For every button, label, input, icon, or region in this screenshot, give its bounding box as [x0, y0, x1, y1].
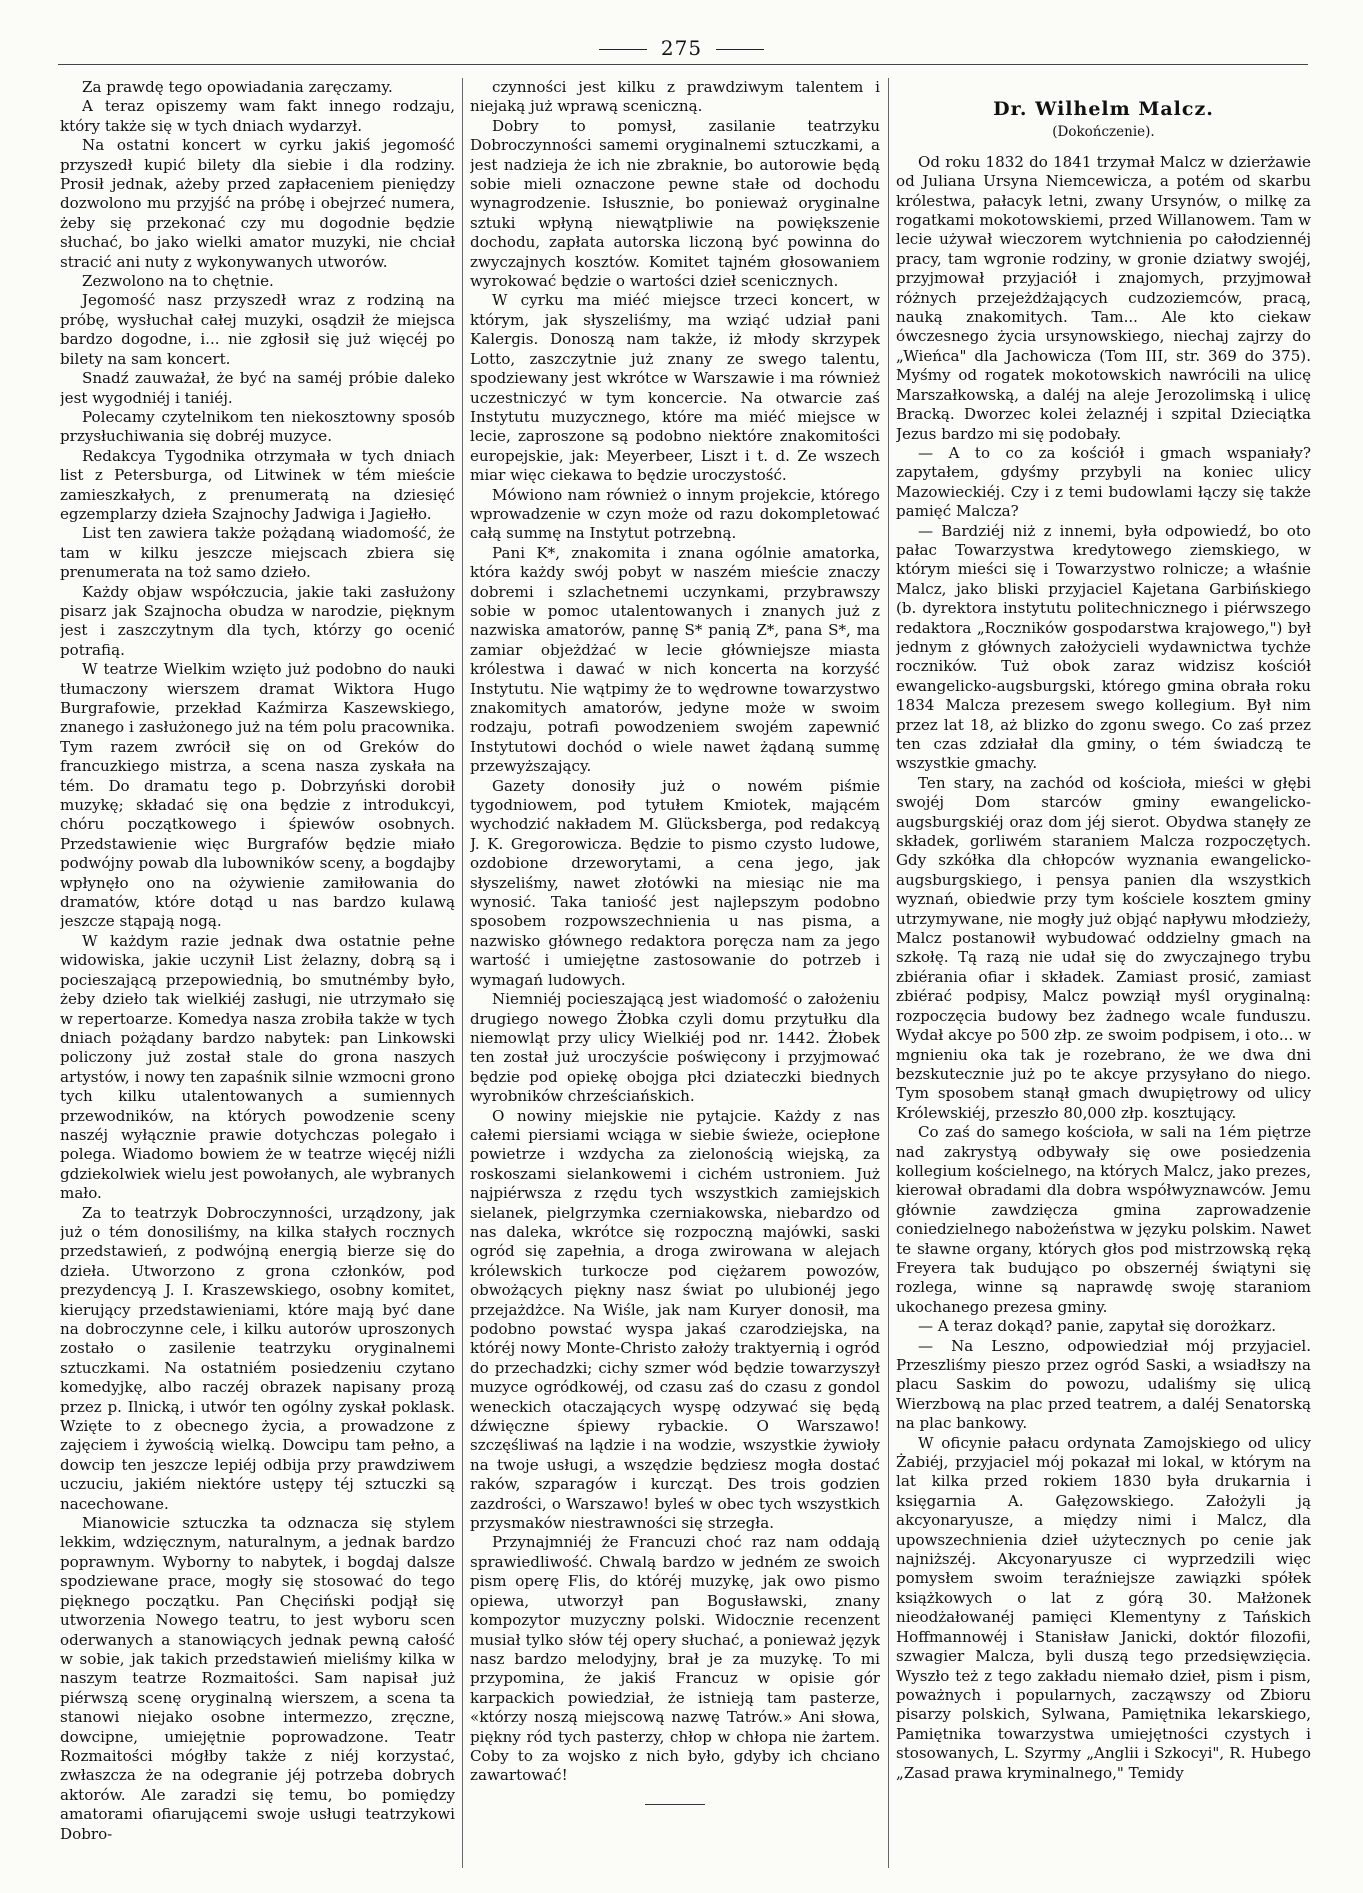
paragraph: W teatrze Wielkim wzięto już podobno do nauki tłumaczony wierszem dramat Wiktora Hugo Burgrafowie, przekład Kaźmirza Kaszewskiego, znanego i zasłużonego już na tém polu pracownika. Tym razem zwrócił się on od Greków do francuzkiego mistrza, a scena nasza zyskała na tém. Do dramatu tego p. Dobrzyński dorobił muzykę; składać się ona będzie z introdukcyi, chóru początkowego i śpiewów osobnych. Przedstawienie więc Burgrafów będzie miało podwójny powab dla lubowników sceny, a bogdajby wpłynęło ono na ożywienie zamiłowania do dramatów, które dotąd u nas bardzo kulawą jeszcze stąpają nogą.: [60, 660, 455, 931]
paragraph: Ten stary, na zachód od kościoła, mieści w głębi swojéj Dom starców gminy ewangelicko-augsburgskiéj oraz dom jéj sierot. Obydwa stanęły ze składek, gorliwém staraniem Malcza rozpoczętych. Gdy szkółka dla chłopców wyznania ewangelicko-augsburgskiego, i pensya panien dla wszystkich wyznań, obiedwie przy tym kościele kosztem gminy utrzymywane, nie mogły już objąć napływu młodzieży, Malcz postanowił wybudować oddzielny gmach na szkołę. Tą razą nie udał się do zwyczajnego trybu zbiérania ofiar i składek. Zamiast prosić, zamiast zbiérać podpisy, Malcz powziął myśl oryginalną: rozpoczęcia budowy bez żadnego wcale funduszu. Wydał akcye po 500 złp. ze swoim podpisem, i oto... w mgnieniu oka tak je rozebrano, że we dwa dni bezskutecznie już po te akcye przysyłano do niego. Tym sposobem stanął gmach dwupiętrowy od ulicy Królewskiéj, przeszło 80,000 złp. kosztujący.: [896, 773, 1311, 1122]
column-divider: [462, 78, 463, 1868]
paragraph: Niemniéj pocieszającą jest wiadomość o założeniu drugiego nowego Żłobka czyli domu przytułku dla niemowląt przy ulicy Wielkiéj pod nr. 1442. Żłobek ten został już uroczyście poświęcony i przyjmować będzie pod opiekę obojga płci dziateczki biednych wyrobników chrześciańskich.: [470, 990, 880, 1106]
paragraph: Co zaś do samego kościoła, w sali na 1ém piętrze nad zakrystyą odbywały się owe posiedzenia kollegium kościelnego, na których Malcz, jako prezes, kierował obradami dla dobra współwyznawców. Jemu głównie zawdzięcza gmina zaprowadzenie coniedzielnego nabożeństwa w języku polskim. Nawet te sławne organy, których głos pod mistrzowską ręką Freyera tak budująco po obszernéj świątyni się rozlega, winne są naprawdę swoję staraniom ukochanego prezesa gminy.: [896, 1123, 1311, 1316]
column-1: [60, 78, 455, 1868]
header-rule: [58, 64, 1308, 65]
section-end-rule: [645, 1804, 705, 1805]
paragraph: Za prawdę tego opowiadania zaręczamy.: [82, 78, 393, 96]
column-divider: [888, 78, 889, 1868]
column-2: [470, 78, 880, 1868]
paragraph: czynności jest kilku z prawdziwym talentem i niejaką już wprawą sceniczną.: [470, 78, 880, 116]
paragraph: Pani K*, znakomita i znana ogólnie amatorka, która każdy swój pobyt w naszém mieście znaczy dobremi i szlachetnemi uczynkami, przybrawszy sobie w pomoc utalentowanych i znanych już z nazwiska amatorów, pannę S* panią Z*, pana S*, ma zamiar objeżdżać w lecie główniejsze miasta królestwa i dawać w nich koncerta na korzyść Instytutu. Nie wątpimy że to wędrowne towarzystwo znakomitych amatorów, jedyne może w swoim rodzaju, potrafi powodzeniem swojém zapewnić Instytutowi dochód o wiele nawet żądaną summę przewyższający.: [470, 543, 880, 776]
article-title: Dr. Wilhelm Malcz.: [993, 98, 1214, 120]
paragraph: — A to co za kościół i gmach wspaniały? zapytałem, gdyśmy przybyli na koniec ulicy Mazowieckiéj. Czy i z temi budowlami łączy się także pamięć Malcza?: [896, 443, 1311, 521]
column-3: [896, 78, 1311, 1868]
paragraph: — A teraz dokąd? panie, zapytał się dorożkarz.: [918, 1317, 1277, 1336]
paragraph: Dobry to pomysł, zasilanie teatrzyku Dobroczynności samemi oryginalnemi sztuczkami, a jest nadzieja że ich nie zbraknie, bo autorowie będą sobie mieli oznaczone pewne stałe od dochodu wynagrodzenie. Isłusznie, bo ponieważ oryginalne sztuki wpłyną niewątpliwie na powiększenie dochodu, zapłata autorska liczoną być powinna do zwyczajnych kosztów. Komitet tajném głosowaniem wyrokować będzie o wartości dzieł scenicznych.: [470, 116, 880, 291]
paragraph: Od roku 1832 do 1841 trzymał Malcz w dzierżawie od Juliana Ursyna Niemcewicza, a potém od skarbu królestwa, pałacyk letni, zwany Ursynów, o milkę za rogatkami mokotowskiemi, przed Willanowem. Tam w lecie używał wieczorem wytchnienia po całodziennéj pracy, tam wgronie rodziny, w gronie dziatwy swojéj, przyjmował przyjaciół i znajomych, przyjmował różnych przejeżdżających cudzoziemców, pracą, nauką znakomitych. Tam... Ale kto ciekaw ówczesnego życia ursynowskiego, niechaj zajrzy do „Wieńca" dla Jachowicza (Tom III, str. 369 do 375). Myśmy od rogatek mokotowskich nawrócili na ulicę Marszałkowską, a daléj na aleje Jerozolimską i ulicę Bracką. Dworzec kolei żelaznéj i szpital Dzieciątka Jezus bardzo mi się podobały.: [896, 152, 1311, 443]
paragraph: A teraz opiszemy wam fakt innego rodzaju, który także się w tych dniach wydarzył.: [60, 97, 455, 135]
page-number: 275: [0, 36, 1363, 60]
paragraph: — Bardziéj niż z innemi, była odpowiedź, bo oto pałac Towarzystwa kredytowego ziemskiego, w którym mieści się i Towarzystwo rolnicze; a właśnie Malcz, jako bliski przyjaciel Kajetana Garbińskiego (b. dyrektora instytutu politechnicznego i piérwszego redaktora „Roczników gospodarstwa krajowego,") był jednym z głównych założycieli wydawnictwa tychże roczników. Tuż obok zaraz widzisz kościół ewangelicko-augsburgski, którego gmina obrała roku 1834 Malcza prezesem swego kollegium. Był nim przez lat 18, aż blizko do zgonu swego. Co zaś przez ten czas zdziałał dla gminy, o tém świadczą te wszystkie gmachy.: [896, 521, 1311, 773]
paragraph: Każdy objaw współczucia, jakie taki zasłużony pisarz jak Szajnocha obudza w narodzie, pięknym jest i zaszczytnym dla tych, którzy go ocenić potrafią.: [60, 582, 455, 659]
paragraph: Snadź zauważał, że być na saméj próbie daleko jest wygodniéj i taniéj.: [60, 369, 455, 407]
paragraph: O nowiny miejskie nie pytajcie. Każdy z nas całemi piersiami wciąga w siebie świeże, ociepłone powietrze i wzdycha za zielonością wiejską, za roskoszami sielankowemi i cichém ustroniem. Już najpiérwsza z rzędu tych wszystkich zamiejskich sielanek, pielgrzymka czerniakowska, niebardzo od nas daleka, wkrótce się rozpoczną majówki, saski ogród się zapełnia, a droga zwirowana w alejach królewskich turkocze pod ciężarem powozów, obwożących piękny nasz świat po ulubionéj jego przejażdżce. Na Wiśle, jak nam Kuryer donosił, ma podobno powstać wyspa jakaś czarodziejska, na któréj nowy Monte-Christo założy traktyernią i ogród do przechadzki; cichy szmer wód będzie towarzyszył muzyce ogródkowéj, od czasu zaś do czasu z gondol weneckich otaczających wyspę odzywać się będą dźwięczne śpiewy rybackie. O Warszawo! szczęśliwaś na lądzie i na wodzie, wszystkie żywioły na twoje usługi, a wszędzie będziesz mogła dostać raków, szparagów i kurcząt. Des trois godzien zazdrości, o Warszawo! byleś w obec tych wszystkich przysmaków niestrawności się strzegła.: [470, 1106, 880, 1533]
paragraph: Gazety donosiły już o nowém piśmie tygodniowem, pod tytułem Kmiotek, mającém wychodzić nakładem M. Glücksberga, pod redakcyą J. K. Gregorowicza. Będzie to pismo czysto ludowe, ozdobione drzeworytami, a cena jego, jak słyszeliśmy, nawet złotówki na miesiąc nie ma wynosić. Taka taniość jest najlepszym podobno sposobem rozpowszechnienia u nas pisma, a nazwisko głównego redaktora poręcza nam za jego wartość i umiejętne zastosowanie do potrzeb i wymagań ludowych.: [470, 776, 880, 989]
paragraph: Za to teatrzyk Dobroczynności, urządzony, jak już o tém donosiliśmy, na kilka stałych rocznych przedstawień, z podwójną energią bierze się do dzieła. Utworzono z grona członków, pod prezydencyą J. I. Kraszewskiego, osobny komitet, kierujący przedstawieniami, które mają być dane na dobroczynne cele, i kilku autorów uproszonych zostało o zasilenie teatrzyku oryginalnemi sztuczkami. Na ostatniém posiedzeniu czytano komedyjkę, albo raczéj obrazek napisany prozą przez p. Ilnicką, i utwór ten ogólny zyskał poklask. Wzięte to z obecnego życia, a prowadzone z zajęciem i żywością wielką. Dowcipu tam pełno, a dowcip ten jeszcze lepiéj odbija przy prawdziwem uczuciu, jakiém niektóre ustępy téj sztuczki są nacechowane.: [60, 1203, 455, 1513]
article-subtitle: (Dokończenie).: [1052, 124, 1155, 141]
paragraph: Redakcya Tygodnika otrzymała w tych dniach list z Petersburga, od Litwinek w tém mieście zamieszkałych, z prenumeratą na dziesięć egzemplarzy dzieła Szajnochy Jadwiga i Jagiełło.: [60, 446, 455, 523]
paragraph: W każdym razie jednak dwa ostatnie pełne widowiska, jakie uczynił List żelazny, dobrą są i pocieszającą przepowiednią, bo smutnémby było, żeby dzieło tak wielkiéj zasługi, nie utrzymało się w repertoarze. Komedya nasza zrobiła także w tych dniach pożądany bardzo nabytek: pan Linkowski policzony już został stale do grona naszych artystów, i nowy ten zapaśnik silnie wzmocni grono tych kilku utalentowanych a sumiennych przewodników, na których powodzenie sceny naszéj wyłącznie prawie dotychczas polegało i polega. Wiadomo bowiem że w teatrze więcéj niźli gdziekolwiek wielu jest powołanych, ale wybranych mało.: [60, 931, 455, 1203]
paragraph: Na ostatni koncert w cyrku jakiś jegomość przyszedł kupić bilety dla siebie i dla rodziny. Prosił jednak, ażeby przed zapłaceniem pieniędzy dozwolono mu przyjść na próbę i obejrzeć numera, żeby się przekonać czy mu dogodnie będzie słuchać, bo jako wielki amator muzyki, nie chciał stracić ani nuty z wykonywanych utworów.: [60, 136, 455, 271]
paragraph: Przynajmniéj że Francuzi choć raz nam oddają sprawiedliwość. Chwalą bardzo w jedném ze swoich pism operę Flis, do któréj muzykę, jak owo pismo opiewa, utworzył pan Bogusławski, znany kompozytor muzyczny polski. Widocznie recenzent musiał tylko słów téj opery słuchać, a ponieważ język nasz bardzo melodyjny, brał je za muzykę. To mi przypomina, że jakiś Francuz w opisie gór karpackich powiedział, że istnieją tam pasterze, «którzy noszą miejscową nazwę Tatrów.» Ani słowa, piękny ród tych pasterzy, chłop w chłopa nie żartem. Coby to za wojsko z nich było, gdyby ich chciano zawartować!: [470, 1533, 880, 1785]
paragraph: Zezwolono na to chętnie.: [82, 272, 274, 291]
paragraph: W oficynie pałacu ordynata Zamojskiego od ulicy Żabiéj, przyjaciel mój pokazał mi lokal, w którym na lat kilka przed rokiem 1830 była drukarnia i księgarnia A. Gałęzowskiego. Założyli ją akcyonaryusze, a między nimi i Malcz, dla upowszechnienia dzieł użytecznych po cenie jak najniższéj. Akcyonaryusze ci wyprzedzili więc pomysłem swoim teraźniejsze zawiązki spółek książkowych o lat z górą 30. Małżonek nieodżałowanéj pamięci Klementyny z Tańskich Hoffmannowéj i Stanisław Janicki, doktór filozofii, szwagier Malcza, byli duszą tego przedsięwzięcia. Wyszło też z tego zakładu niemało dzieł, pism i pism, poważnych i popularnych, zacząwszy od Zbioru pisarzy polskich, Sylwana, Pamiętnika lekarskiego, Pamiętnika towarzystwa umiejętności czystych i stosowanych, L. Szyrmy „Anglii i Szkocyi", R. Hubego „Zasad prawa kryminalnego," Temidy: [896, 1433, 1311, 1782]
paragraph: Mówiono nam również o innym projekcie, którego wprowadzenie w czyn może od razu dokompletować całą summę na Instytut potrzebną.: [470, 485, 880, 543]
paragraph: W cyrku ma miéć miejsce trzeci koncert, w którym, jak słyszeliśmy, ma wziąć udział pani Kalergis. Donoszą nam także, iż młody skrzypek Lotto, zaszczytnie już znany ze swego talentu, spodziewany jest wkrótce w Warszawie i ma również uczestniczyć w tym koncercie. Na otwarcie zaś Instytutu muzycznego, które ma miéć miejsce w lecie, zaproszone są podobno niektóre znakomitości europejskie, jak: Meyerbeer, Liszt i t. d. Ze wszech miar więc ciekawa to będzie uroczystość.: [470, 291, 880, 485]
paragraph: Polecamy czytelnikom ten niekosztowny sposób przysłuchiwania się dobréj muzyce.: [60, 407, 455, 446]
paragraph: — Na Leszno, odpowiedział mój przyjaciel. Przeszliśmy pieszo przez ogród Saski, a wsiadłszy na placu Saskim do powozu, udaliśmy się ulicą Wierzbową na plac przed teatrem, a daléj Senatorską na plac bankowy.: [896, 1336, 1311, 1433]
paragraph: Mianowicie sztuczka ta odznacza się stylem lekkim, wdzięcznym, naturalnym, a jednak bardzo poprawnym. Wyborny to nabytek, i bogdaj dalsze spodziewane prace, mogły się stosować do tego pięknego początku. Pan Chęciński podjął się utworzenia Nowego teatru, to jest wyboru scen oderwanych a stanowiących jednak pewną całość w sobie, jak takich przedstawień mieliśmy kilka w naszym teatrze Rozmaitości. Sam napisał już piérwszą scenę oryginalną wierszem, a scena ta stanowi niejako osobne intermezzo, zręczne, dowcipne, umiejętnie poprowadzone. Teatr Rozmaitości mógłby także z niéj korzystać, zwłaszcza że na odegranie jéj potrzeba dobrych aktorów. Ale zaradzi się temu, bo pomiędzy amatorami ofiarującemi swoje usługi teatrzykowi Dobro-: [60, 1514, 455, 1843]
paragraph: Jegomość nasz przyszedł wraz z rodziną na próbę, wysłuchał całej muzyki, osądził że miejsca bardzo dogodne, i... nie zgłosił się już więcéj po bilety na sam koncert.: [60, 291, 455, 368]
paragraph: List ten zawiera także pożądaną wiadomość, że tam w kilku jeszcze miejscach zbiera się prenumerata na toż samo dzieło.: [60, 524, 455, 582]
